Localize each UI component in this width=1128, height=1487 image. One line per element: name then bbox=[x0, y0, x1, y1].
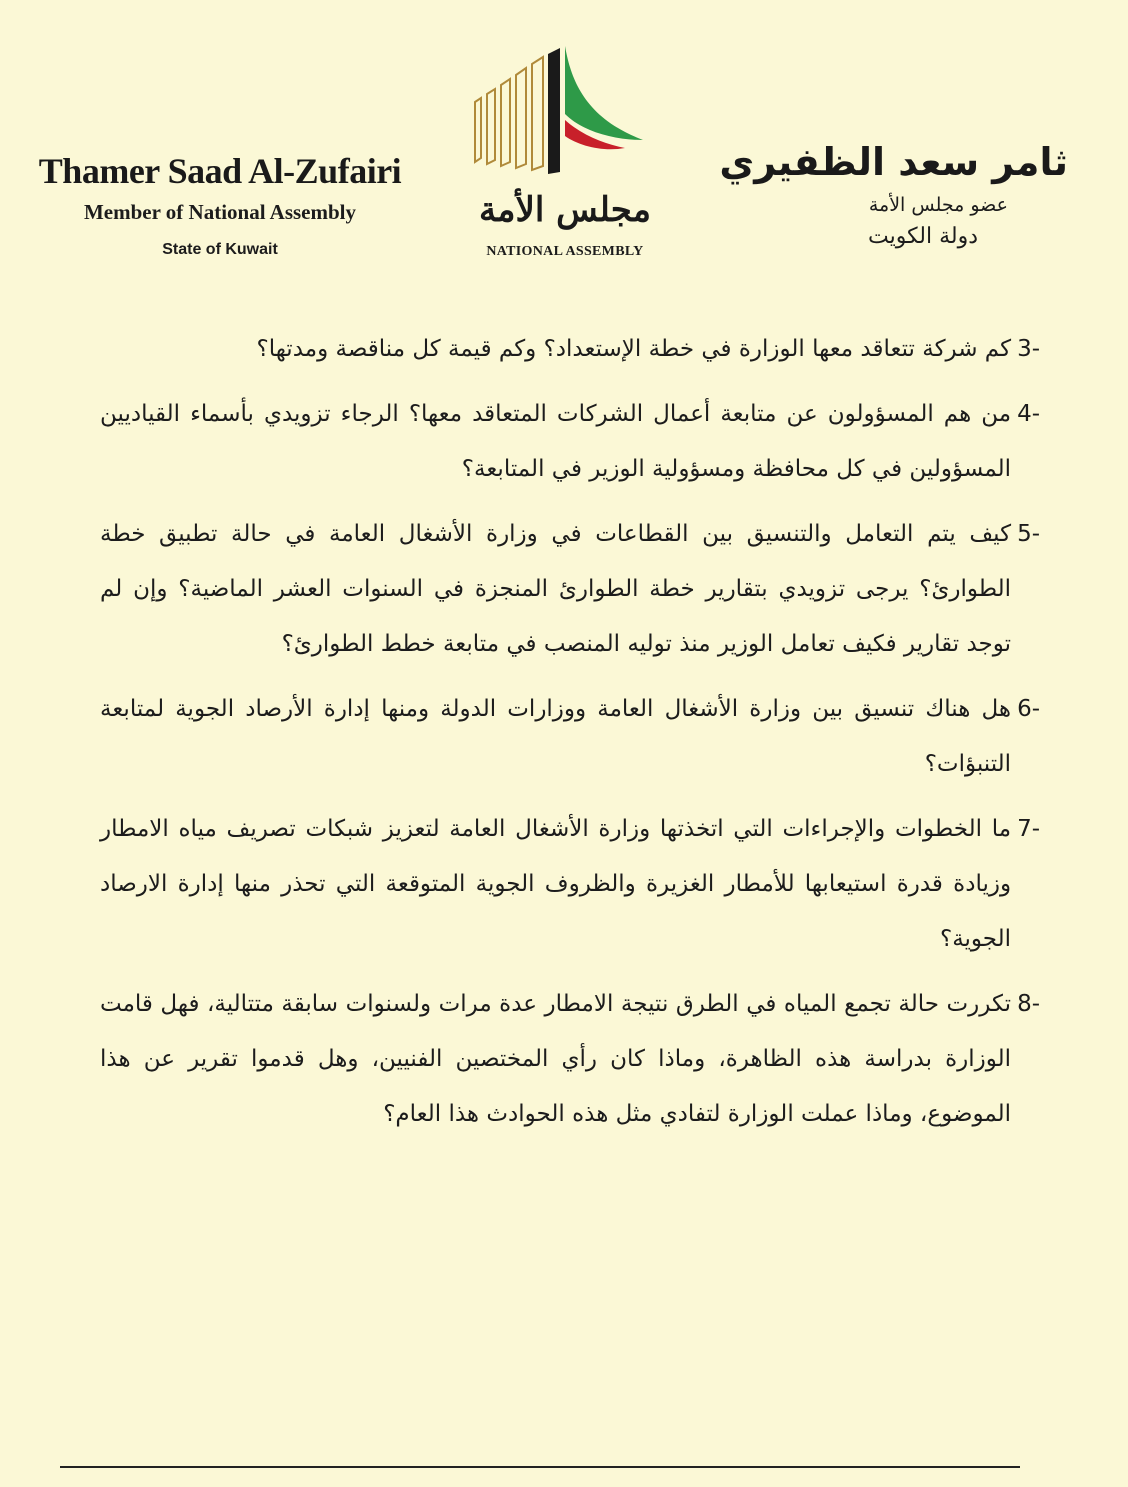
member-role-arabic: عضو مجلس الأمة bbox=[868, 194, 1008, 216]
letterhead-english bbox=[20, 150, 420, 259]
footer-divider bbox=[60, 1466, 1020, 1468]
questions-list bbox=[100, 322, 1040, 1152]
letterhead-arabic bbox=[688, 140, 1068, 249]
question-text: من هم المسؤولون عن متابعة أعمال الشركات المتعاقد معها؟ الرجاء تزويدي بأسماء القياديين المسؤولين في كل محافظة ومسؤولية الوزير في المتابعة؟ bbox=[100, 401, 1012, 482]
national-assembly-logo bbox=[465, 40, 665, 270]
question-text: كيف يتم التعامل والتنسيق بين القطاعات في وزارة الأشغال العامة في حالة تطبيق خطة الطوارئ؟ يرجى تزويدي بتقارير خطة الطوارئ المنجزة في السنوات العشر الماضية؟ وإن لم توجد تقارير فكيف تعامل الوزير منذ توليه المنصب في متابعة خطط الطوارئ؟ bbox=[100, 521, 1012, 657]
member-name-arabic: ثامر سعد الظفيري bbox=[719, 140, 1068, 184]
question-text: ما الخطوات والإجراءات التي اتخذتها وزارة الأشغال العامة لتعزيز شبكات تصريف مياه الامطار وزيادة قدرة استيعابها للأمطار الغزيرة والظروف الجوية المتوقعة التي تحذر منها إدارة الارصاد الجوية؟ bbox=[100, 816, 1012, 952]
member-name-english: Thamer Saad Al-Zufairi bbox=[38, 151, 402, 191]
question-item bbox=[100, 802, 1040, 967]
question-item bbox=[100, 977, 1040, 1142]
logo-english-text: NATIONAL ASSEMBLY bbox=[486, 244, 644, 259]
question-text: هل هناك تنسيق بين وزارة الأشغال العامة ووزارات الدولة ومنها إدارة الأرصاد الجوية لمتابعة التنبؤات؟ bbox=[100, 696, 1012, 777]
question-item bbox=[100, 682, 1040, 792]
question-number: 5- bbox=[1017, 521, 1040, 547]
member-state-arabic: دولة الكويت bbox=[868, 224, 978, 249]
member-role-english: Member of National Assembly bbox=[83, 200, 356, 224]
question-text: كم شركة تتعاقد معها الوزارة في خطة الإستعداد؟ وكم قيمة كل مناقصة ومدتها؟ bbox=[256, 336, 1012, 362]
question-item bbox=[100, 322, 1040, 377]
question-text: تكررت حالة تجمع المياه في الطرق نتيجة الامطار عدة مرات ولسنوات سابقة متتالية، فهل قامت الوزارة بدراسة هذه الظاهرة، وماذا كان رأي المختصين الفنيين، وهل قدموا تقرير عن هذا الموضوع، وماذا عملت الوزارة لتفادي مثل هذه الحوادث هذا العام؟ bbox=[100, 991, 1012, 1127]
question-item bbox=[100, 387, 1040, 497]
question-item bbox=[100, 507, 1040, 672]
question-number: 6- bbox=[1017, 696, 1040, 722]
question-number: 8- bbox=[1017, 991, 1040, 1017]
question-number: 3- bbox=[1017, 336, 1040, 362]
question-number: 4- bbox=[1017, 401, 1040, 427]
assembly-emblem-icon bbox=[465, 40, 665, 190]
member-state-english: State of Kuwait bbox=[162, 241, 278, 258]
logo-arabic-text: مجلس الأمة bbox=[479, 190, 651, 230]
question-number: 7- bbox=[1017, 816, 1040, 842]
